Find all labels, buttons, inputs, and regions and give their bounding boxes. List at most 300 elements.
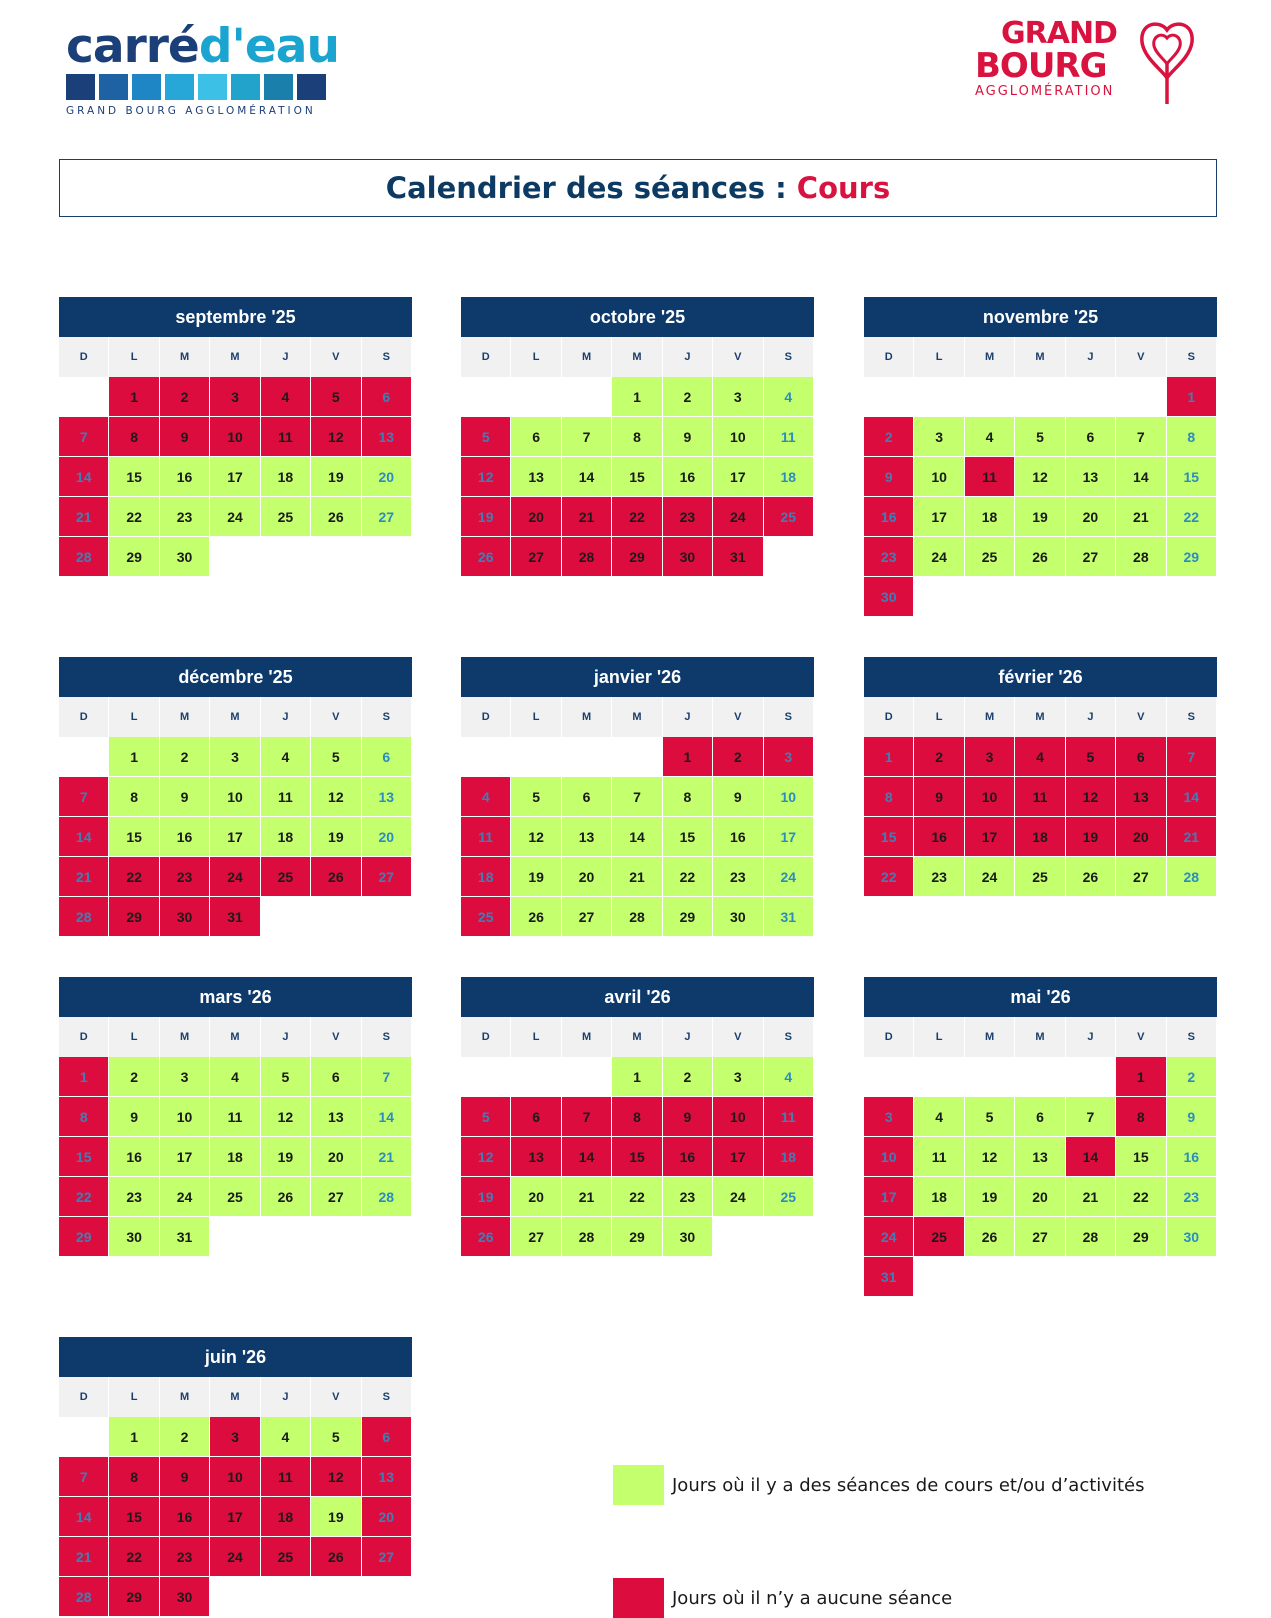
weekday-label: M bbox=[210, 337, 260, 377]
day-cell-open: 3 bbox=[210, 737, 260, 777]
day-cell-open: 6 bbox=[511, 417, 561, 457]
day-cell-closed: 28 bbox=[59, 897, 109, 937]
weekday-label: L bbox=[914, 337, 964, 377]
day-cell-open: 17 bbox=[713, 457, 763, 497]
weekday-label: D bbox=[864, 337, 914, 377]
day-cell-closed: 7 bbox=[59, 417, 109, 457]
day-cell-closed: 3 bbox=[210, 1417, 260, 1457]
weekday-label: M bbox=[965, 697, 1015, 737]
day-cell-open: 28 bbox=[1066, 1217, 1116, 1257]
day-cell-open: 9 bbox=[713, 777, 763, 817]
day-cell-open: 18 bbox=[261, 817, 311, 857]
weekday-label: J bbox=[663, 697, 713, 737]
day-cell-closed: 19 bbox=[461, 497, 511, 537]
weekday-label: S bbox=[362, 1377, 412, 1417]
weekday-label: J bbox=[663, 337, 713, 377]
day-cell-open: 19 bbox=[311, 457, 361, 497]
weekday-label: S bbox=[362, 697, 412, 737]
day-cell-open: 17 bbox=[764, 817, 814, 857]
day-cell-open: 27 bbox=[511, 1217, 561, 1257]
day-cell-closed: 15 bbox=[864, 817, 914, 857]
day-cell-open: 8 bbox=[109, 777, 159, 817]
weekday-label: J bbox=[261, 1017, 311, 1057]
day-cell-open: 28 bbox=[612, 897, 662, 937]
weekday-label: V bbox=[713, 337, 763, 377]
empty-day-cell bbox=[965, 1057, 1015, 1097]
month-calendar bbox=[59, 297, 412, 577]
day-cell-open: 3 bbox=[160, 1057, 210, 1097]
day-cell-open: 13 bbox=[362, 777, 412, 817]
weekday-label: L bbox=[109, 1377, 159, 1417]
weekday-header-row bbox=[59, 337, 412, 377]
day-cell-closed: 29 bbox=[59, 1217, 109, 1257]
day-cell-closed: 29 bbox=[109, 1577, 159, 1617]
day-cell-closed: 2 bbox=[160, 377, 210, 417]
empty-day-cell bbox=[1116, 377, 1166, 417]
day-cell-open: 19 bbox=[1015, 497, 1065, 537]
weekday-label: J bbox=[1066, 1017, 1116, 1057]
day-cell-closed: 13 bbox=[511, 1137, 561, 1177]
day-cell-open: 18 bbox=[764, 457, 814, 497]
day-cell-closed: 6 bbox=[1116, 737, 1166, 777]
weekday-header-row bbox=[864, 337, 1217, 377]
day-cell-open: 9 bbox=[160, 777, 210, 817]
day-cell-open: 8 bbox=[1167, 417, 1217, 457]
weekday-label: V bbox=[311, 337, 361, 377]
day-cell-closed: 2 bbox=[713, 737, 763, 777]
day-cell-open: 24 bbox=[210, 497, 260, 537]
weekday-label: S bbox=[764, 697, 814, 737]
day-cell-open: 5 bbox=[511, 777, 561, 817]
weekday-label: S bbox=[362, 337, 412, 377]
day-cell-open: 22 bbox=[663, 857, 713, 897]
weekday-label: M bbox=[562, 697, 612, 737]
day-cell-open: 24 bbox=[764, 857, 814, 897]
day-cell-closed: 31 bbox=[864, 1257, 914, 1297]
day-cell-open: 23 bbox=[160, 497, 210, 537]
month-calendar bbox=[59, 977, 412, 1257]
day-cell-open: 6 bbox=[562, 777, 612, 817]
day-cell-open: 1 bbox=[109, 737, 159, 777]
day-cell-closed: 22 bbox=[864, 857, 914, 897]
month-calendar bbox=[461, 657, 814, 937]
day-cell-open: 4 bbox=[261, 1417, 311, 1457]
day-cell-open: 5 bbox=[965, 1097, 1015, 1137]
day-cell-closed: 18 bbox=[461, 857, 511, 897]
day-cell-open: 13 bbox=[1015, 1137, 1065, 1177]
days-grid bbox=[59, 1057, 412, 1257]
weekday-label: J bbox=[663, 1017, 713, 1057]
weekday-label: S bbox=[764, 1017, 814, 1057]
day-cell-open: 13 bbox=[562, 817, 612, 857]
day-cell-open: 23 bbox=[1167, 1177, 1217, 1217]
day-cell-closed: 8 bbox=[864, 777, 914, 817]
empty-day-cell bbox=[461, 1057, 511, 1097]
weekday-label: V bbox=[311, 697, 361, 737]
day-cell-open: 11 bbox=[764, 417, 814, 457]
day-cell-closed: 1 bbox=[1116, 1057, 1166, 1097]
day-cell-open: 25 bbox=[1015, 857, 1065, 897]
day-cell-open: 16 bbox=[109, 1137, 159, 1177]
weekday-label: L bbox=[109, 337, 159, 377]
weekday-label: D bbox=[59, 697, 109, 737]
day-cell-open: 7 bbox=[612, 777, 662, 817]
day-cell-closed: 31 bbox=[210, 897, 260, 937]
day-cell-closed: 4 bbox=[461, 777, 511, 817]
logo-line-bourg: BOURG bbox=[975, 46, 1107, 86]
day-cell-closed: 9 bbox=[914, 777, 964, 817]
day-cell-open: 25 bbox=[261, 497, 311, 537]
empty-day-cell bbox=[612, 737, 662, 777]
month-title: janvier '26 bbox=[461, 657, 814, 697]
day-cell-open: 2 bbox=[663, 1057, 713, 1097]
day-cell-closed: 11 bbox=[764, 1097, 814, 1137]
weekday-label: M bbox=[210, 697, 260, 737]
day-cell-open: 4 bbox=[764, 377, 814, 417]
day-cell-closed: 24 bbox=[210, 857, 260, 897]
day-cell-open: 26 bbox=[1066, 857, 1116, 897]
day-cell-open: 25 bbox=[210, 1177, 260, 1217]
legend-open bbox=[613, 1465, 1144, 1505]
month-calendar bbox=[461, 977, 814, 1257]
days-grid bbox=[864, 737, 1217, 897]
day-cell-open: 20 bbox=[511, 1177, 561, 1217]
day-cell-open: 24 bbox=[914, 537, 964, 577]
day-cell-open: 16 bbox=[713, 817, 763, 857]
logo-line-agglomeration: AGGLOMÉRATION bbox=[975, 84, 1115, 99]
day-cell-open: 17 bbox=[914, 497, 964, 537]
logo-line-grand: GRAND bbox=[1001, 16, 1117, 51]
day-cell-open: 2 bbox=[160, 737, 210, 777]
day-cell-open: 30 bbox=[1167, 1217, 1217, 1257]
weekday-label: D bbox=[59, 337, 109, 377]
weekday-label: S bbox=[1167, 1017, 1217, 1057]
day-cell-closed: 24 bbox=[864, 1217, 914, 1257]
day-cell-closed: 6 bbox=[362, 1417, 412, 1457]
day-cell-open: 16 bbox=[1167, 1137, 1217, 1177]
day-cell-closed: 13 bbox=[362, 1457, 412, 1497]
weekday-label: V bbox=[713, 697, 763, 737]
day-cell-open: 22 bbox=[109, 497, 159, 537]
day-cell-closed: 15 bbox=[612, 1137, 662, 1177]
day-cell-open: 29 bbox=[1167, 537, 1217, 577]
day-cell-closed: 16 bbox=[160, 1497, 210, 1537]
day-cell-closed: 19 bbox=[461, 1177, 511, 1217]
day-cell-closed: 10 bbox=[210, 1457, 260, 1497]
weekday-label: M bbox=[965, 1017, 1015, 1057]
day-cell-closed: 24 bbox=[210, 1537, 260, 1577]
day-cell-open: 2 bbox=[663, 377, 713, 417]
day-cell-open: 11 bbox=[261, 777, 311, 817]
day-cell-closed: 5 bbox=[461, 1097, 511, 1137]
weekday-label: M bbox=[210, 1377, 260, 1417]
day-cell-closed: 10 bbox=[864, 1137, 914, 1177]
day-cell-open: 8 bbox=[663, 777, 713, 817]
month-title: octobre '25 bbox=[461, 297, 814, 337]
day-cell-open: 14 bbox=[1116, 457, 1166, 497]
day-cell-open: 22 bbox=[1167, 497, 1217, 537]
day-cell-open: 30 bbox=[109, 1217, 159, 1257]
day-cell-open: 27 bbox=[562, 897, 612, 937]
day-cell-open: 12 bbox=[511, 817, 561, 857]
day-cell-open: 29 bbox=[612, 1217, 662, 1257]
weekday-label: J bbox=[261, 697, 311, 737]
day-cell-open: 10 bbox=[713, 417, 763, 457]
day-cell-open: 19 bbox=[261, 1137, 311, 1177]
weekday-label: M bbox=[160, 337, 210, 377]
legend-closed bbox=[613, 1578, 952, 1618]
day-cell-open: 29 bbox=[663, 897, 713, 937]
legend-open-swatch bbox=[613, 1465, 664, 1505]
month-title: avril '26 bbox=[461, 977, 814, 1017]
empty-day-cell bbox=[59, 1417, 109, 1457]
day-cell-open: 26 bbox=[261, 1177, 311, 1217]
day-cell-closed: 6 bbox=[362, 377, 412, 417]
day-cell-open: 4 bbox=[210, 1057, 260, 1097]
empty-day-cell bbox=[511, 1057, 561, 1097]
month-title: février '26 bbox=[864, 657, 1217, 697]
day-cell-closed: 26 bbox=[461, 1217, 511, 1257]
weekday-label: L bbox=[511, 337, 561, 377]
day-cell-closed: 14 bbox=[59, 457, 109, 497]
weekday-header-row bbox=[59, 1017, 412, 1057]
day-cell-closed: 5 bbox=[1066, 737, 1116, 777]
day-cell-closed: 23 bbox=[160, 857, 210, 897]
day-cell-open: 20 bbox=[1015, 1177, 1065, 1217]
day-cell-open: 7 bbox=[362, 1057, 412, 1097]
day-cell-closed: 16 bbox=[914, 817, 964, 857]
weekday-label: S bbox=[1167, 697, 1217, 737]
day-cell-closed: 8 bbox=[59, 1097, 109, 1137]
weekday-header-row bbox=[864, 697, 1217, 737]
day-cell-open: 17 bbox=[210, 817, 260, 857]
day-cell-open: 21 bbox=[1066, 1177, 1116, 1217]
day-cell-open: 18 bbox=[261, 457, 311, 497]
day-cell-open: 12 bbox=[311, 777, 361, 817]
day-cell-closed: 30 bbox=[160, 1577, 210, 1617]
empty-day-cell bbox=[511, 737, 561, 777]
empty-day-cell bbox=[59, 377, 109, 417]
empty-day-cell bbox=[59, 737, 109, 777]
weekday-label: M bbox=[562, 337, 612, 377]
weekday-header-row bbox=[864, 1017, 1217, 1057]
day-cell-closed: 22 bbox=[612, 497, 662, 537]
legend-closed-swatch bbox=[613, 1578, 664, 1618]
weekday-label: S bbox=[764, 337, 814, 377]
weekday-label: M bbox=[210, 1017, 260, 1057]
day-cell-closed: 1 bbox=[59, 1057, 109, 1097]
day-cell-open: 15 bbox=[109, 457, 159, 497]
weekday-label: V bbox=[1116, 337, 1166, 377]
day-cell-open: 19 bbox=[311, 1497, 361, 1537]
day-cell-open: 26 bbox=[311, 497, 361, 537]
weekday-label: M bbox=[1015, 1017, 1065, 1057]
day-cell-closed: 5 bbox=[311, 377, 361, 417]
carre-deau-logo bbox=[66, 19, 339, 117]
days-grid bbox=[59, 737, 412, 937]
weekday-label: V bbox=[311, 1377, 361, 1417]
day-cell-open: 18 bbox=[914, 1177, 964, 1217]
day-cell-closed: 25 bbox=[764, 497, 814, 537]
day-cell-closed: 27 bbox=[362, 857, 412, 897]
days-grid bbox=[461, 737, 814, 937]
day-cell-closed: 4 bbox=[1015, 737, 1065, 777]
day-cell-closed: 17 bbox=[210, 1497, 260, 1537]
day-cell-closed: 23 bbox=[160, 1537, 210, 1577]
page-title: Calendrier des séances : Cours bbox=[385, 171, 891, 205]
month-title: décembre '25 bbox=[59, 657, 412, 697]
day-cell-closed: 21 bbox=[59, 497, 109, 537]
weekday-label: J bbox=[261, 337, 311, 377]
day-cell-open: 17 bbox=[210, 457, 260, 497]
day-cell-closed: 8 bbox=[612, 1097, 662, 1137]
day-cell-closed: 26 bbox=[311, 857, 361, 897]
day-cell-open: 3 bbox=[914, 417, 964, 457]
month-calendar bbox=[59, 657, 412, 937]
day-cell-closed: 18 bbox=[261, 1497, 311, 1537]
day-cell-closed: 12 bbox=[1066, 777, 1116, 817]
day-cell-open: 15 bbox=[109, 817, 159, 857]
legend-closed-label: Jours où il n’y a aucune séance bbox=[672, 1587, 953, 1609]
day-cell-closed: 14 bbox=[1167, 777, 1217, 817]
day-cell-closed: 11 bbox=[261, 417, 311, 457]
day-cell-closed: 31 bbox=[713, 537, 763, 577]
weekday-label: L bbox=[109, 697, 159, 737]
day-cell-closed: 14 bbox=[59, 817, 109, 857]
day-cell-closed: 16 bbox=[864, 497, 914, 537]
day-cell-closed: 7 bbox=[59, 1457, 109, 1497]
weekday-label: D bbox=[864, 1017, 914, 1057]
weekday-label: S bbox=[362, 1017, 412, 1057]
month-calendar bbox=[461, 297, 814, 577]
day-cell-closed: 29 bbox=[612, 537, 662, 577]
day-cell-closed: 9 bbox=[160, 1457, 210, 1497]
day-cell-open: 21 bbox=[1116, 497, 1166, 537]
day-cell-closed: 17 bbox=[713, 1137, 763, 1177]
day-cell-closed: 29 bbox=[109, 897, 159, 937]
empty-day-cell bbox=[914, 1057, 964, 1097]
weekday-header-row bbox=[461, 1017, 814, 1057]
day-cell-closed: 21 bbox=[1167, 817, 1217, 857]
day-cell-closed: 16 bbox=[663, 1137, 713, 1177]
day-cell-open: 19 bbox=[311, 817, 361, 857]
day-cell-open: 3 bbox=[713, 1057, 763, 1097]
day-cell-closed: 11 bbox=[1015, 777, 1065, 817]
day-cell-open: 31 bbox=[160, 1217, 210, 1257]
day-cell-closed: 18 bbox=[1015, 817, 1065, 857]
logo-tagline: GRAND BOURG AGGLOMÉRATION bbox=[66, 105, 316, 117]
empty-day-cell bbox=[461, 377, 511, 417]
day-cell-open: 16 bbox=[160, 817, 210, 857]
weekday-label: J bbox=[1066, 697, 1116, 737]
day-cell-open: 15 bbox=[612, 457, 662, 497]
day-cell-closed: 25 bbox=[914, 1217, 964, 1257]
day-cell-closed: 24 bbox=[713, 497, 763, 537]
day-cell-closed: 17 bbox=[864, 1177, 914, 1217]
day-cell-open: 6 bbox=[362, 737, 412, 777]
day-cell-open: 16 bbox=[663, 457, 713, 497]
weekday-label: L bbox=[511, 1017, 561, 1057]
day-cell-open: 29 bbox=[1116, 1217, 1166, 1257]
month-calendar bbox=[59, 1337, 412, 1617]
day-cell-open: 10 bbox=[914, 457, 964, 497]
weekday-label: L bbox=[511, 697, 561, 737]
day-cell-closed: 1 bbox=[109, 377, 159, 417]
day-cell-closed: 25 bbox=[461, 897, 511, 937]
weekday-header-row bbox=[59, 1377, 412, 1417]
weekday-label: M bbox=[612, 1017, 662, 1057]
empty-day-cell bbox=[562, 1057, 612, 1097]
weekday-label: V bbox=[1116, 1017, 1166, 1057]
weekday-label: V bbox=[311, 1017, 361, 1057]
day-cell-closed: 18 bbox=[764, 1137, 814, 1177]
weekday-label: D bbox=[461, 697, 511, 737]
weekday-label: J bbox=[261, 1377, 311, 1417]
weekday-header-row bbox=[461, 337, 814, 377]
day-cell-open: 9 bbox=[663, 417, 713, 457]
day-cell-open: 30 bbox=[713, 897, 763, 937]
day-cell-open: 5 bbox=[311, 737, 361, 777]
day-cell-closed: 15 bbox=[109, 1497, 159, 1537]
weekday-label: S bbox=[1167, 337, 1217, 377]
day-cell-closed: 7 bbox=[1167, 737, 1217, 777]
day-cell-closed: 20 bbox=[1116, 817, 1166, 857]
day-cell-closed: 22 bbox=[109, 857, 159, 897]
day-cell-closed: 14 bbox=[1066, 1137, 1116, 1177]
weekday-label: M bbox=[612, 337, 662, 377]
day-cell-open: 25 bbox=[764, 1177, 814, 1217]
day-cell-open: 2 bbox=[109, 1057, 159, 1097]
day-cell-closed: 30 bbox=[160, 897, 210, 937]
day-cell-open: 6 bbox=[1015, 1097, 1065, 1137]
day-cell-open: 23 bbox=[914, 857, 964, 897]
weekday-label: M bbox=[1015, 337, 1065, 377]
logo-squares bbox=[66, 74, 336, 100]
day-cell-open: 14 bbox=[562, 457, 612, 497]
day-cell-closed: 30 bbox=[864, 577, 914, 617]
empty-day-cell bbox=[864, 1057, 914, 1097]
day-cell-open: 20 bbox=[311, 1137, 361, 1177]
empty-day-cell bbox=[914, 377, 964, 417]
day-cell-open: 24 bbox=[160, 1177, 210, 1217]
day-cell-open: 29 bbox=[109, 537, 159, 577]
day-cell-closed: 13 bbox=[1116, 777, 1166, 817]
empty-day-cell bbox=[461, 737, 511, 777]
day-cell-closed: 2 bbox=[914, 737, 964, 777]
day-cell-closed: 25 bbox=[261, 857, 311, 897]
empty-day-cell bbox=[511, 377, 561, 417]
day-cell-closed: 27 bbox=[362, 1537, 412, 1577]
day-cell-open: 3 bbox=[713, 377, 763, 417]
weekday-label: J bbox=[1066, 337, 1116, 377]
day-cell-closed: 1 bbox=[663, 737, 713, 777]
day-cell-open: 25 bbox=[965, 537, 1015, 577]
day-cell-open: 4 bbox=[965, 417, 1015, 457]
day-cell-closed: 23 bbox=[864, 537, 914, 577]
day-cell-closed: 12 bbox=[461, 457, 511, 497]
day-cell-open: 20 bbox=[362, 457, 412, 497]
day-cell-closed: 1 bbox=[864, 737, 914, 777]
day-cell-closed: 6 bbox=[511, 1097, 561, 1137]
day-cell-open: 20 bbox=[1066, 497, 1116, 537]
weekday-label: D bbox=[461, 1017, 511, 1057]
day-cell-closed: 23 bbox=[663, 497, 713, 537]
weekday-label: V bbox=[1116, 697, 1166, 737]
day-cell-closed: 21 bbox=[562, 497, 612, 537]
day-cell-closed: 22 bbox=[109, 1537, 159, 1577]
empty-day-cell bbox=[1015, 377, 1065, 417]
day-cell-closed: 14 bbox=[562, 1137, 612, 1177]
